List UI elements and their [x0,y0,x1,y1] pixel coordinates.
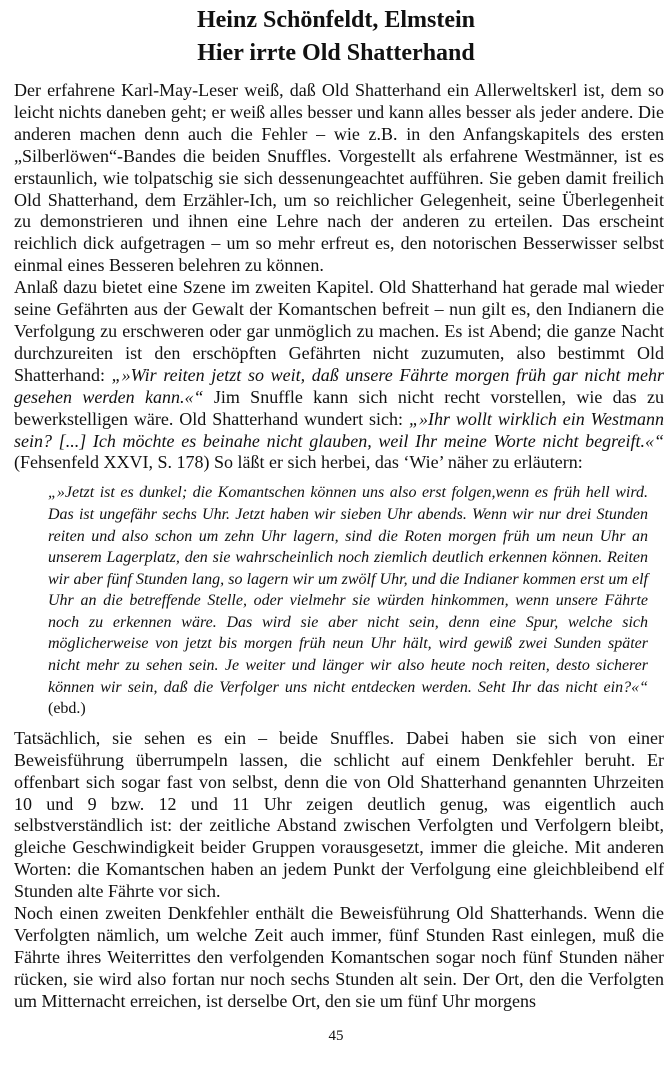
article-header [0,4,672,70]
paragraph-3: Tatsächlich, sie sehen es ein – beide Snuffles. Dabei haben sie sich von einer Beweisführung überrumpeln lassen, die schlicht auf einem Denkfehler beruht. Er offenbart sich sogar fast von selbst, denn die von Old Shatterhand genannten Uhrzeiten 10 und 9 bzw. 12 und 11 Uhr zeigen deutlich genug, was eigentlich auch selbstverständlich ist: der zeitliche Abstand zwischen Verfolgten und Verfolgern bleibt, gleiche Geschwindigkeit beider Gruppen vorausgesetzt, immer die gleiche. Mit anderen Worten: die Komantschen haben an jedem Punkt der Verfolgung eine gleichbleibend elf Stunden alte Fährte vor sich. [14,727,664,902]
page-number: 45 [328,1028,344,1044]
paragraph-2-text-b: Jim Snuffle kann sich nicht recht vorstellen, wie das zu bewerkstelligen wäre. Old Shatterhand wundert sich: [14,386,664,429]
quote-inline-1: „»Wir reiten jetzt so weit, daß unsere Fährte morgen früh gar nicht mehr gesehen werden kann.«“ [14,364,664,407]
paragraph-1: Der erfahrene Karl-May-Leser weiß, daß Old Shatterhand ein Allerweltskerl ist, dem so leicht nichts daneben geht; er weiß alles besser und kann alles besser als jeder andere. Die anderen machen denn auch die Fehler – wie z.B. in den Anfangskapitels des ersten „Silberlöwen“-Bandes die beiden Snuffles. Vorgestellt als erfahrene Westmänner, ist es erstaunlich, wie tolpatschig sie sich dessenungeachtet aufführen. Sie geben damit freilich Old Shatterhand, dem Erzähler-Ich, um so reichlicher Gelegenheit, seine Überlegenheit zu demonstrieren und ihnen eine Lehre nach der anderen zu erteilen. Das erscheint reichlich dick aufgetragen – um so mehr erfreut es, den notorischen Besserwisser selbst einmal eines Besseren belehren zu können. [14,80,664,276]
block-quote [48,482,648,720]
article-title: Hier irrte Old Shatterhand [197,40,475,66]
paragraph-2 [14,277,664,474]
author-line: Heinz Schönfeldt, Elmstein [196,7,475,33]
block-quote-reference: (ebd.) [48,700,86,718]
paragraph-4: Noch einen zweiten Denkfehler enthält die Beweisführung Old Shatterhands. Wenn die Verfolgten nämlich, um welche Zeit auch immer, fünf Stunden Rast einlegen, muß die Fährte ihres Weiterrittes den verfolgenden Komantschen sogar noch fünf Stunden näher rücken, sie wird also fortan nur noch sechs Stunden alt sein. Der Ort, den die Verfolgten um Mitternacht erreichen, ist derselbe Ort, den sie um fünf Uhr morgens [14,903,664,1011]
paragraph-2-text-a: Anlaß dazu bietet eine Szene im zweiten Kapitel. Old Shatterhand hat gerade mal wieder seine Gefährten aus der Gewalt der Komantschen befreit – nun gilt es, den Indianern die Verfolgung zu erschweren oder gar unmöglich zu machen. Es ist Abend; die ganze Nacht durchzureiten ist den erschöpften Gefährten nicht zuzumuten, also bestimmt Old Shatterhand: [14,277,664,385]
quote-inline-2: „»Ihr wollt wirklich ein Westmann sein? [...] Ich möchte es beinahe nicht glauben, weil Ihr meine Worte nicht begreift.«“ [14,408,664,451]
block-quote-text: „»Jetzt ist es dunkel; die Komantschen können uns also erst folgen,wenn es früh hell wird. Das ist ungefähr sechs Uhr. Jetzt haben wir sieben Uhr abends. Wenn wir nur drei Stunden reiten und also schon um zehn Uhr lagern, sind die Roten morgen früh um neun Uhr an unserem Lagerplatz, den sie wahrscheinlich noch ziemlich deutlich erkennen können. Reiten wir aber fünf Stunden lang, so lagern wir um zwölf Uhr, und die Indianer kommen erst um elf Uhr an die betreffende Stelle, oder vielmehr sie würden hinkommen, wenn unsere Fährte noch zu erkennen wäre. Das wird sie aber nicht sein, denn eine Spur, welche sich möglicherweise von jetzt bis morgen früh neun Uhr hält, wird gewiß zwei Sunden später nicht mehr zu sehen sein. Je weiter und länger wir also heute noch reiten, desto sicherer können wir sein, daß die Verfolger uns nicht entdecken werden. Seht Ihr das nicht ein?«“ [48,484,648,696]
article-body [14,80,664,1013]
paragraph-2-text-c: (Fehsenfeld XXVI, S. 178) So läßt er sich herbei, das ‘Wie’ näher zu erläutern: [14,452,583,473]
